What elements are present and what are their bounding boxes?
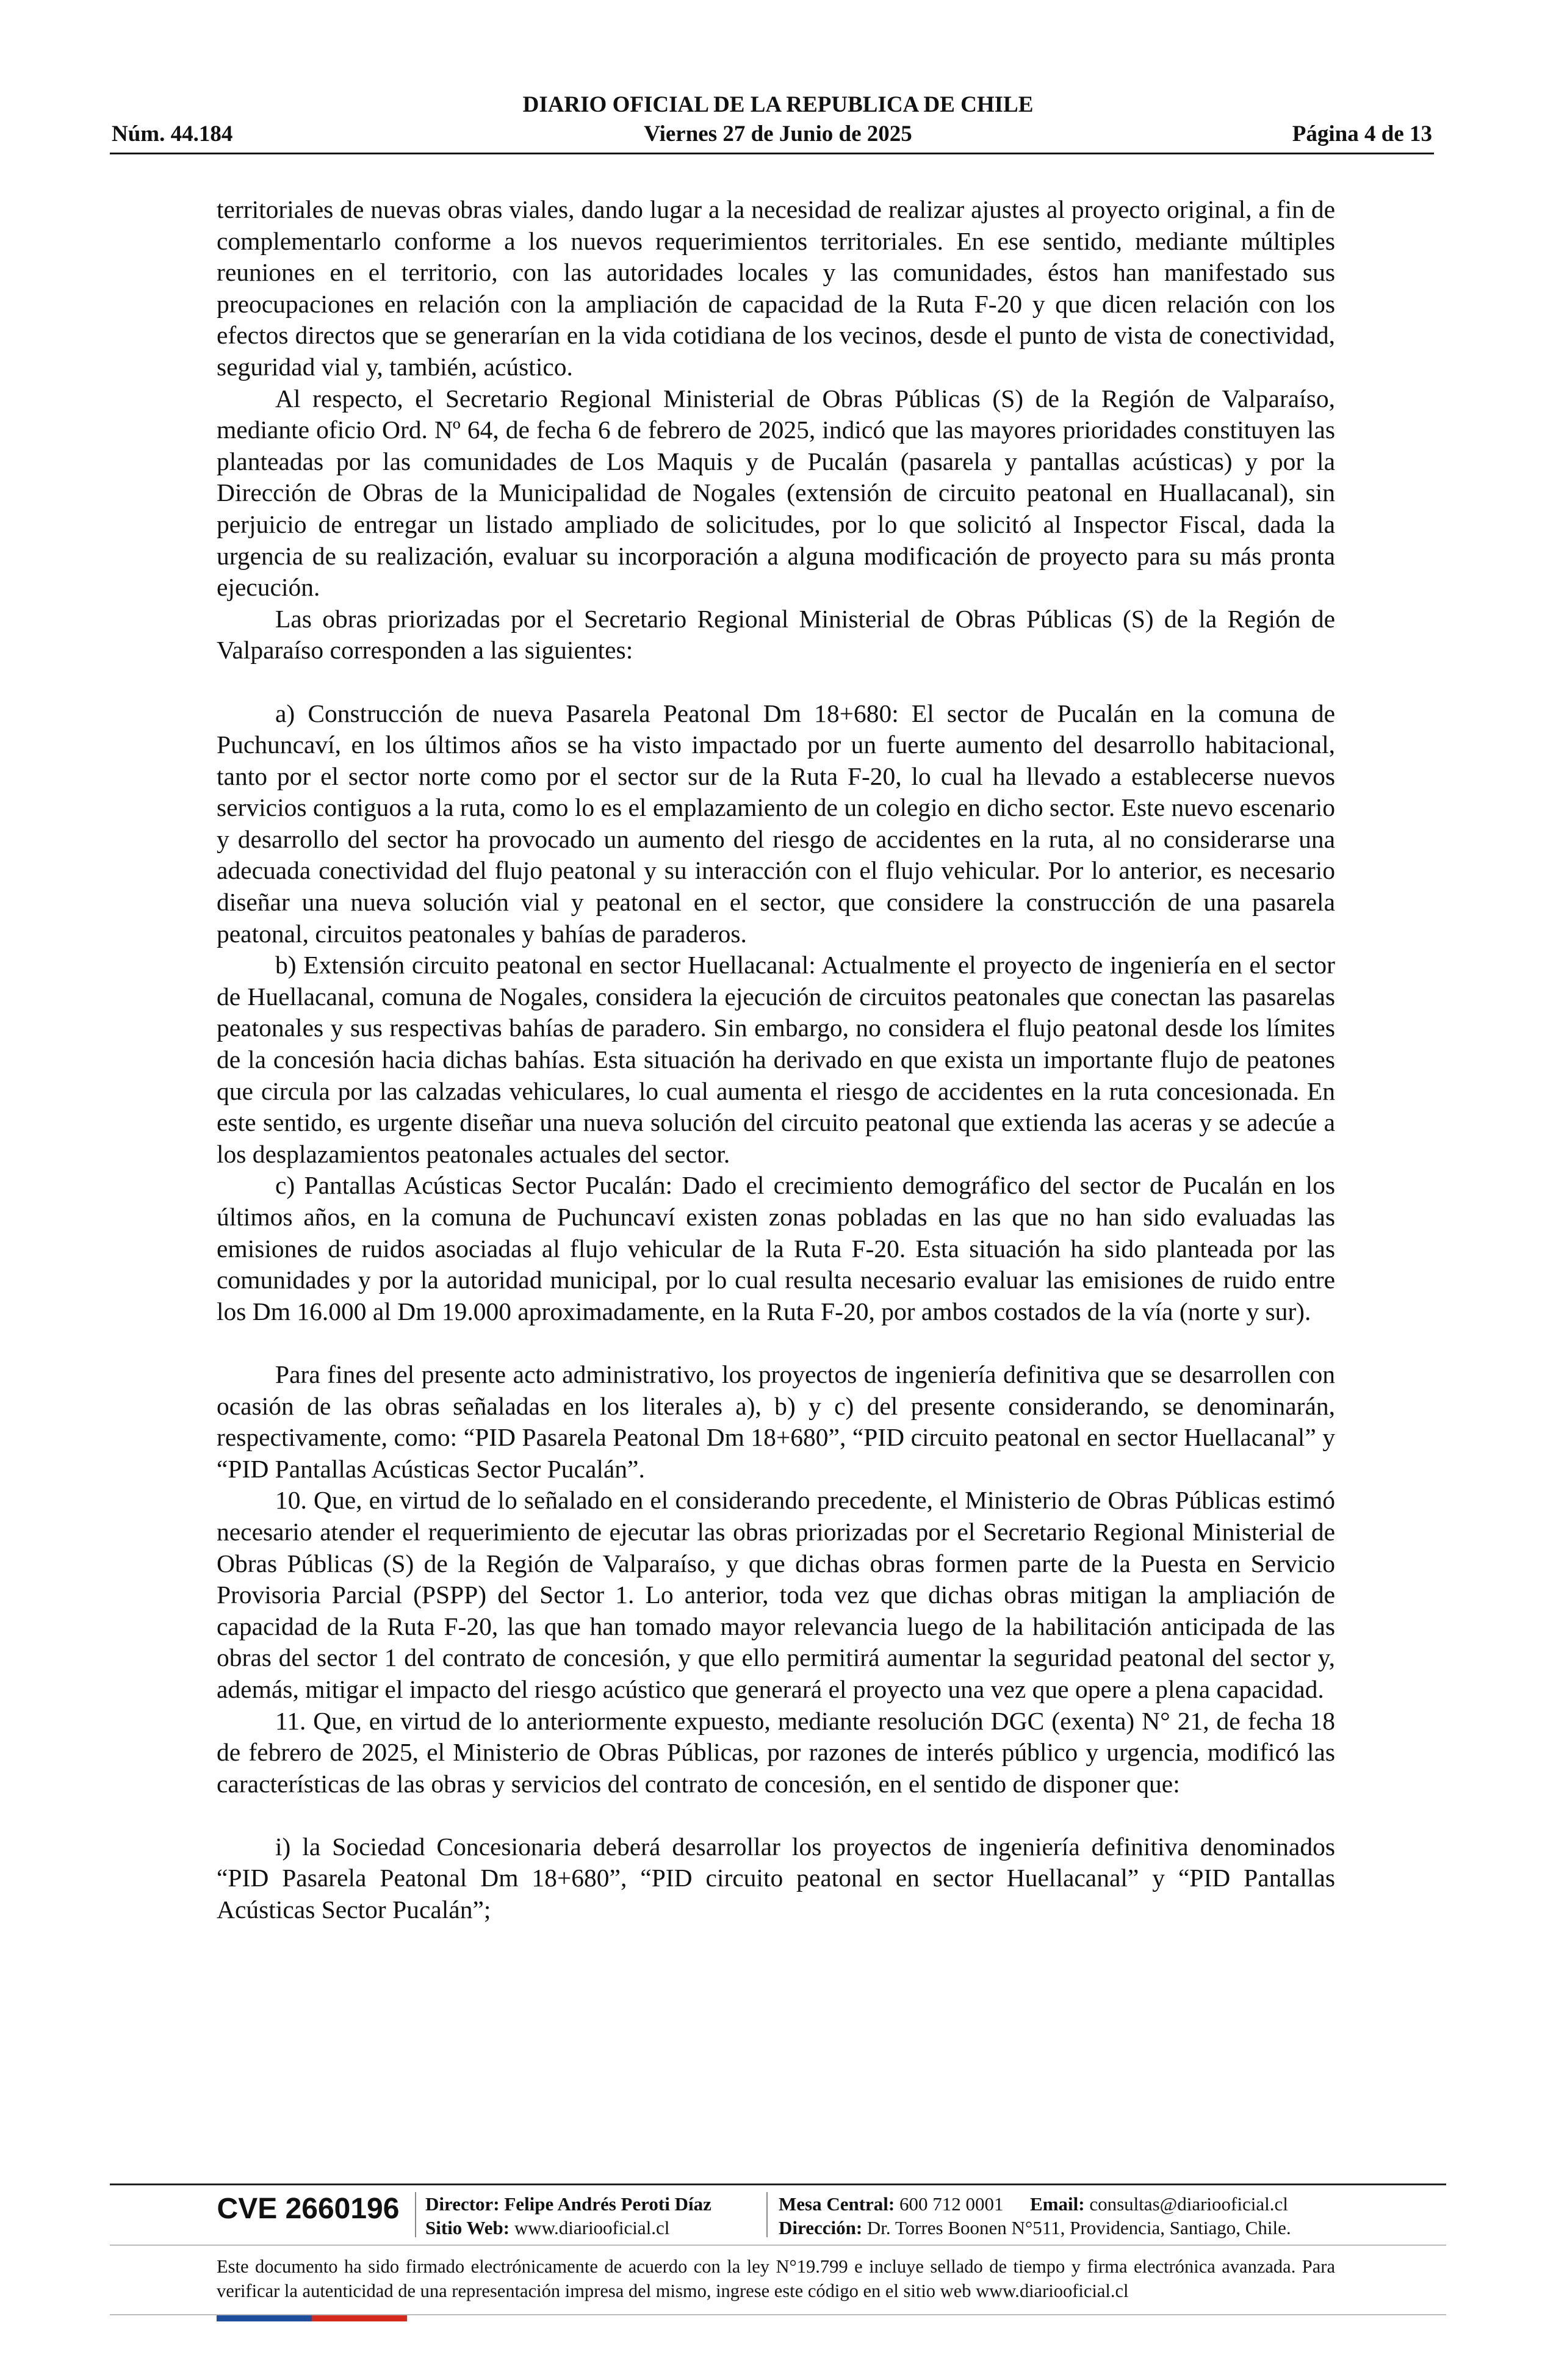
mesa-label: Mesa Central:	[779, 2193, 895, 2215]
paragraph-7: Para fines del presente acto administrativo, los proyectos de ingeniería definitiva que se desarrollen con ocasión de las obras señaladas en los literales a), b) y c) del presente considerando, se denominarán, respectivamente, como: “PID Pasarela Peatonal Dm 18+680”, “PID circuito peatonal en sector Huellacanal” y “PID Pantallas Acústicas Sector Pucalán”.	[217, 1360, 1335, 1483]
paragraph-1: territoriales de nuevas obras viales, dando lugar a la necesidad de realizar ajustes al proyecto original, a fin de complementarlo conforme a los nuevos requerimientos territoriales. En ese sentido, mediante múltiples reuniones en el territorio, con las autoridades locales y las comunidades, éstos han manifestado sus preocupaciones en relación con la ampliación de capacidad de la Ruta F-20 y que dicen relación con los efectos directos que se generarían en la vida cotidiana de los vecinos, desde el punto de vista de conectividad, seguridad vial y, también, acústico.	[217, 195, 1335, 381]
paragraph-2: Al respecto, el Secretario Regional Ministerial de Obras Públicas (S) de la Región de Valparaíso, mediante oficio Ord. Nº 64, de fecha 6 de febrero de 2025, indicó que las mayores prioridades constituyen las planteadas por las comunidades de Los Maquis y de Pucalán (pasarela y pantallas acústicas) y por la Dirección de Obras de la Municipalidad de Nogales (extensión de circuito peatonal en Huallacanal), sin perjuicio de entregar un listado ampliado de solicitudes, por lo que solicitó al Inspector Fiscal, dada la urgencia de su realización, evaluar su incorporación a alguna modificación de proyecto para su más pronta ejecución.	[217, 384, 1335, 602]
flag-stripe-blue	[217, 2315, 312, 2321]
paragraph-item-i: i) la Sociedad Concesionaria deberá desarrollar los proyectos de ingeniería definitiva denominados “PID Pasarela Peatonal Dm 18+680”, “PID circuito peatonal en sector Huellacanal” y “PID Pantallas Acústicas Sector Pucalán”;	[217, 1832, 1335, 1924]
footer-divider-top	[110, 2183, 1446, 2185]
paragraph-10: 10. Que, en virtud de lo señalado en el considerando precedente, el Ministerio de Obras Públicas estimó necesario atender el requerimiento de ejecutar las obras priorizadas por el Secretario Regional Ministerial de Obras Públicas (S) de la Región de Valparaíso, y que dichas obras formen parte de la Puesta en Servicio Provisoria Parcial (PSPP) del Sector 1. Lo anterior, toda vez que dichas obras mitigan la ampliación de capacidad de la Ruta F-20, las que han tomado mayor relevancia luego de la habilitación anticipada de las obras del sector 1 del contrato de concesión, y que ello permitirá aumentar la seguridad peatonal del sector y, además, mitigar el impacto del riesgo acústico que generará el proyecto una vez que opere a plena capacidad.	[217, 1486, 1335, 1703]
footer-divider-mid	[110, 2245, 1446, 2246]
website-line	[425, 2216, 669, 2240]
footer-separator-1	[415, 2192, 416, 2237]
website-link[interactable]: www.diariooficial.cl	[514, 2217, 670, 2238]
legal-notice: Este documento ha sido firmado electrónicamente de acuerdo con la ley N°19.799 e incluye sellado de tiempo y firma electrónica avanzada. Para verificar la autenticidad de una representación impresa del mismo, ingrese este código en el sitio web www.diariooficial.cl	[217, 2256, 1335, 2301]
document-body	[217, 194, 1335, 1926]
page-indicator: Página 4 de 13	[1292, 121, 1432, 146]
address-line	[779, 2216, 1291, 2240]
paragraph-3: Las obras priorizadas por el Secretario Regional Ministerial de Obras Públicas (S) de la Región de Valparaíso corresponden a las siguientes:	[217, 604, 1335, 665]
contact-line	[779, 2193, 1288, 2216]
director-line	[425, 2193, 711, 2216]
header-divider	[110, 153, 1434, 154]
footer-separator-2	[766, 2192, 768, 2237]
paragraph-item-c: c) Pantallas Acústicas Sector Pucalán: Dado el crecimiento demográfico del sector de Pucalán en los últimos años, en la comuna de Puchuncaví existen zonas pobladas en las que no han sido evaluadas las emisiones de ruidos asociadas al flujo vehicular de la Ruta F-20. Esta situación ha sido planteada por las comunidades y por la autoridad municipal, por lo cual resulta necesario evaluar las emisiones de ruido entre los Dm 16.000 al Dm 19.000 aproximadamente, en la Ruta F-20, por ambos costados de la vía (norte y sur).	[217, 1171, 1335, 1325]
director-name: Felipe Andrés Peroti Díaz	[504, 2193, 711, 2215]
address-label: Dirección:	[779, 2217, 863, 2238]
mesa-phone: 600 712 0001	[899, 2193, 1004, 2215]
newspaper-title: DIARIO OFICIAL DE LA REPUBLICA DE CHILE	[522, 92, 1034, 117]
issue-date: Viernes 27 de Junio de 2025	[644, 121, 912, 146]
address-value: Dr. Torres Boonen N°511, Providencia, Santiago, Chile.	[866, 2217, 1291, 2238]
issue-number: Núm. 44.184	[112, 121, 233, 146]
email-label: Email:	[1030, 2193, 1085, 2215]
director-label: Director:	[425, 2193, 500, 2215]
cve-code: CVE 2660196	[217, 2193, 400, 2225]
flag-stripe-red	[312, 2315, 407, 2321]
website-label: Sitio Web:	[425, 2217, 510, 2238]
paragraph-11: 11. Que, en virtud de lo anteriormente expuesto, mediante resolución DGC (exenta) N° 21, de fecha 18 de febrero de 2025, el Ministerio de Obras Públicas, por razones de interés público y urgencia, modificó las características de las obras y servicios del contrato de concesión, en el sentido de disponer que:	[217, 1706, 1335, 1798]
flag-stripe	[217, 2315, 407, 2321]
paragraph-item-b: b) Extensión circuito peatonal en sector Huellacanal: Actualmente el proyecto de ingeniería en el sector de Huellacanal, comuna de Nogales, considera la ejecución de circuitos peatonales que conectan las pasarelas peatonales y sus respectivas bahías de paradero. Sin embargo, no considera el flujo peatonal desde los límites de la concesión hacia dichas bahías. Esta situación ha derivado en que exista un importante flujo de peatones que circula por las calzadas vehiculares, lo cual aumenta el riesgo de accidentes en la ruta concesionada. En este sentido, es urgente diseñar una nueva solución del circuito peatonal que extienda las aceras y se adecúe a los desplazamientos peatonales actuales del sector.	[217, 951, 1335, 1168]
paragraph-item-a: a) Construcción de nueva Pasarela Peatonal Dm 18+680: El sector de Pucalán en la comuna de Puchuncaví, en los últimos años se ha visto impactado por un fuerte aumento del desarrollo habitacional, tanto por el sector norte como por el sector sur de la Ruta F-20, lo cual ha llevado a establecerse nuevos servicios contiguos a la ruta, como lo es el emplazamiento de un colegio en dicho sector. Este nuevo escenario y desarrollo del sector ha provocado un aumento del riesgo de accidentes en la ruta, al no considerarse una adecuada conectividad del flujo peatonal y su interacción con el flujo vehicular. Por lo anterior, es necesario diseñar una nueva solución vial y peatonal en el sector, que considere la construcción de una pasarela peatonal, circuitos peatonales y bahías de paraderos.	[217, 699, 1335, 948]
email-link[interactable]: consultas@diariooficial.cl	[1089, 2193, 1288, 2215]
